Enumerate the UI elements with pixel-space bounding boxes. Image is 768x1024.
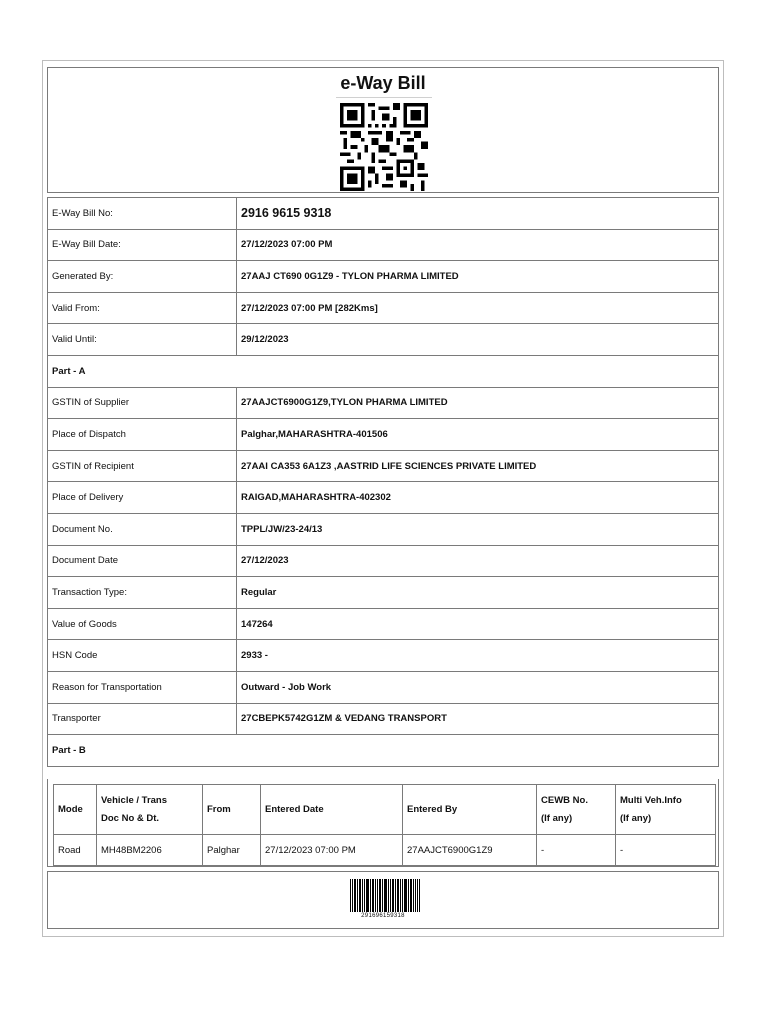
column-header: Vehicle / Trans Doc No & Dt. <box>97 785 203 835</box>
field-value: 147264 <box>237 608 719 640</box>
vehicle-details-table <box>53 784 716 866</box>
field-value: TPPL/JW/23-24/13 <box>237 513 719 545</box>
table-cell: Palghar <box>203 835 261 866</box>
row-hsn-code <box>48 640 719 672</box>
table-cell: Road <box>54 835 97 866</box>
row-place-of-dispatch <box>48 419 719 451</box>
header-section <box>47 67 719 193</box>
row-transporter <box>48 703 719 735</box>
table-cell: - <box>537 835 616 866</box>
field-label: Transaction Type: <box>48 577 237 609</box>
part-a-heading: Part - A <box>48 355 719 387</box>
row-gstin-recipient <box>48 450 719 482</box>
field-value: 27AAI CA353 6A1Z3 ,AASTRID LIFE SCIENCES PRIVATE LIMITED <box>237 450 719 482</box>
column-header: Mode <box>54 785 97 835</box>
vehicle-table-header <box>54 785 716 835</box>
field-value: 27CBEPK5742G1ZM & VEDANG TRANSPORT <box>237 703 719 735</box>
field-value: Regular <box>237 577 719 609</box>
row-valid-from <box>48 292 719 324</box>
field-value: 27AAJ CT690 0G1Z9 - TYLON PHARMA LIMITED <box>237 261 719 293</box>
field-value: 2933 - <box>237 640 719 672</box>
field-label: Generated By: <box>48 261 237 293</box>
field-label: Valid Until: <box>48 324 237 356</box>
field-label: Document No. <box>48 513 237 545</box>
field-label: GSTIN of Recipient <box>48 450 237 482</box>
barcode-section <box>47 871 719 929</box>
column-header: Entered By <box>403 785 537 835</box>
page-title: e-Way Bill <box>340 73 426 93</box>
field-label: Reason for Transportation <box>48 671 237 703</box>
row-eway-bill-date <box>48 229 719 261</box>
column-header: CEWB No. (If any) <box>537 785 616 835</box>
row-document-no <box>48 513 719 545</box>
table-cell: MH48BM2206 <box>97 835 203 866</box>
column-header: From <box>203 785 261 835</box>
column-header: Entered Date <box>261 785 403 835</box>
row-transaction-type <box>48 577 719 609</box>
table-cell: 27AAJCT6900G1Z9 <box>403 835 537 866</box>
qr-code-icon <box>340 103 428 191</box>
barcode-icon <box>350 879 420 912</box>
field-label: Valid From: <box>48 292 237 324</box>
part-b-heading-row <box>48 735 719 767</box>
part-b-heading: Part - B <box>48 735 719 767</box>
field-label: Document Date <box>48 545 237 577</box>
field-label: Place of Delivery <box>48 482 237 514</box>
row-document-date <box>48 545 719 577</box>
row-valid-until <box>48 324 719 356</box>
barcode-number: 291696159318 <box>361 913 405 919</box>
part-b-section <box>47 779 719 867</box>
field-value: 27/12/2023 07:00 PM [282Kms] <box>237 292 719 324</box>
table-cell: 27/12/2023 07:00 PM <box>261 835 403 866</box>
field-value: Palghar,MAHARASHTRA-401506 <box>237 419 719 451</box>
table-row <box>54 835 716 866</box>
field-label: E-Way Bill Date: <box>48 229 237 261</box>
field-value: 27/12/2023 <box>237 545 719 577</box>
row-reason-for-transportation <box>48 671 719 703</box>
field-value: 29/12/2023 <box>237 324 719 356</box>
eway-bill-details-table <box>47 197 719 767</box>
part-a-heading-row <box>48 355 719 387</box>
field-value: RAIGAD,MAHARASHTRA-402302 <box>237 482 719 514</box>
row-place-of-delivery <box>48 482 719 514</box>
field-label: HSN Code <box>48 640 237 672</box>
field-value: 27/12/2023 07:00 PM <box>237 229 719 261</box>
table-cell: - <box>616 835 716 866</box>
title-underline <box>336 97 432 98</box>
field-label: E-Way Bill No: <box>48 198 237 230</box>
column-header: Multi Veh.Info (If any) <box>616 785 716 835</box>
eway-bill-page <box>42 60 724 937</box>
field-value: 27AAJCT6900G1Z9,TYLON PHARMA LIMITED <box>237 387 719 419</box>
field-label: Place of Dispatch <box>48 419 237 451</box>
row-gstin-supplier <box>48 387 719 419</box>
field-label: Transporter <box>48 703 237 735</box>
eway-bill-number: 2916 9615 9318 <box>237 198 719 230</box>
row-value-of-goods <box>48 608 719 640</box>
field-label: Value of Goods <box>48 608 237 640</box>
field-label: GSTIN of Supplier <box>48 387 237 419</box>
row-eway-bill-no <box>48 198 719 230</box>
field-value: Outward - Job Work <box>237 671 719 703</box>
row-generated-by <box>48 261 719 293</box>
